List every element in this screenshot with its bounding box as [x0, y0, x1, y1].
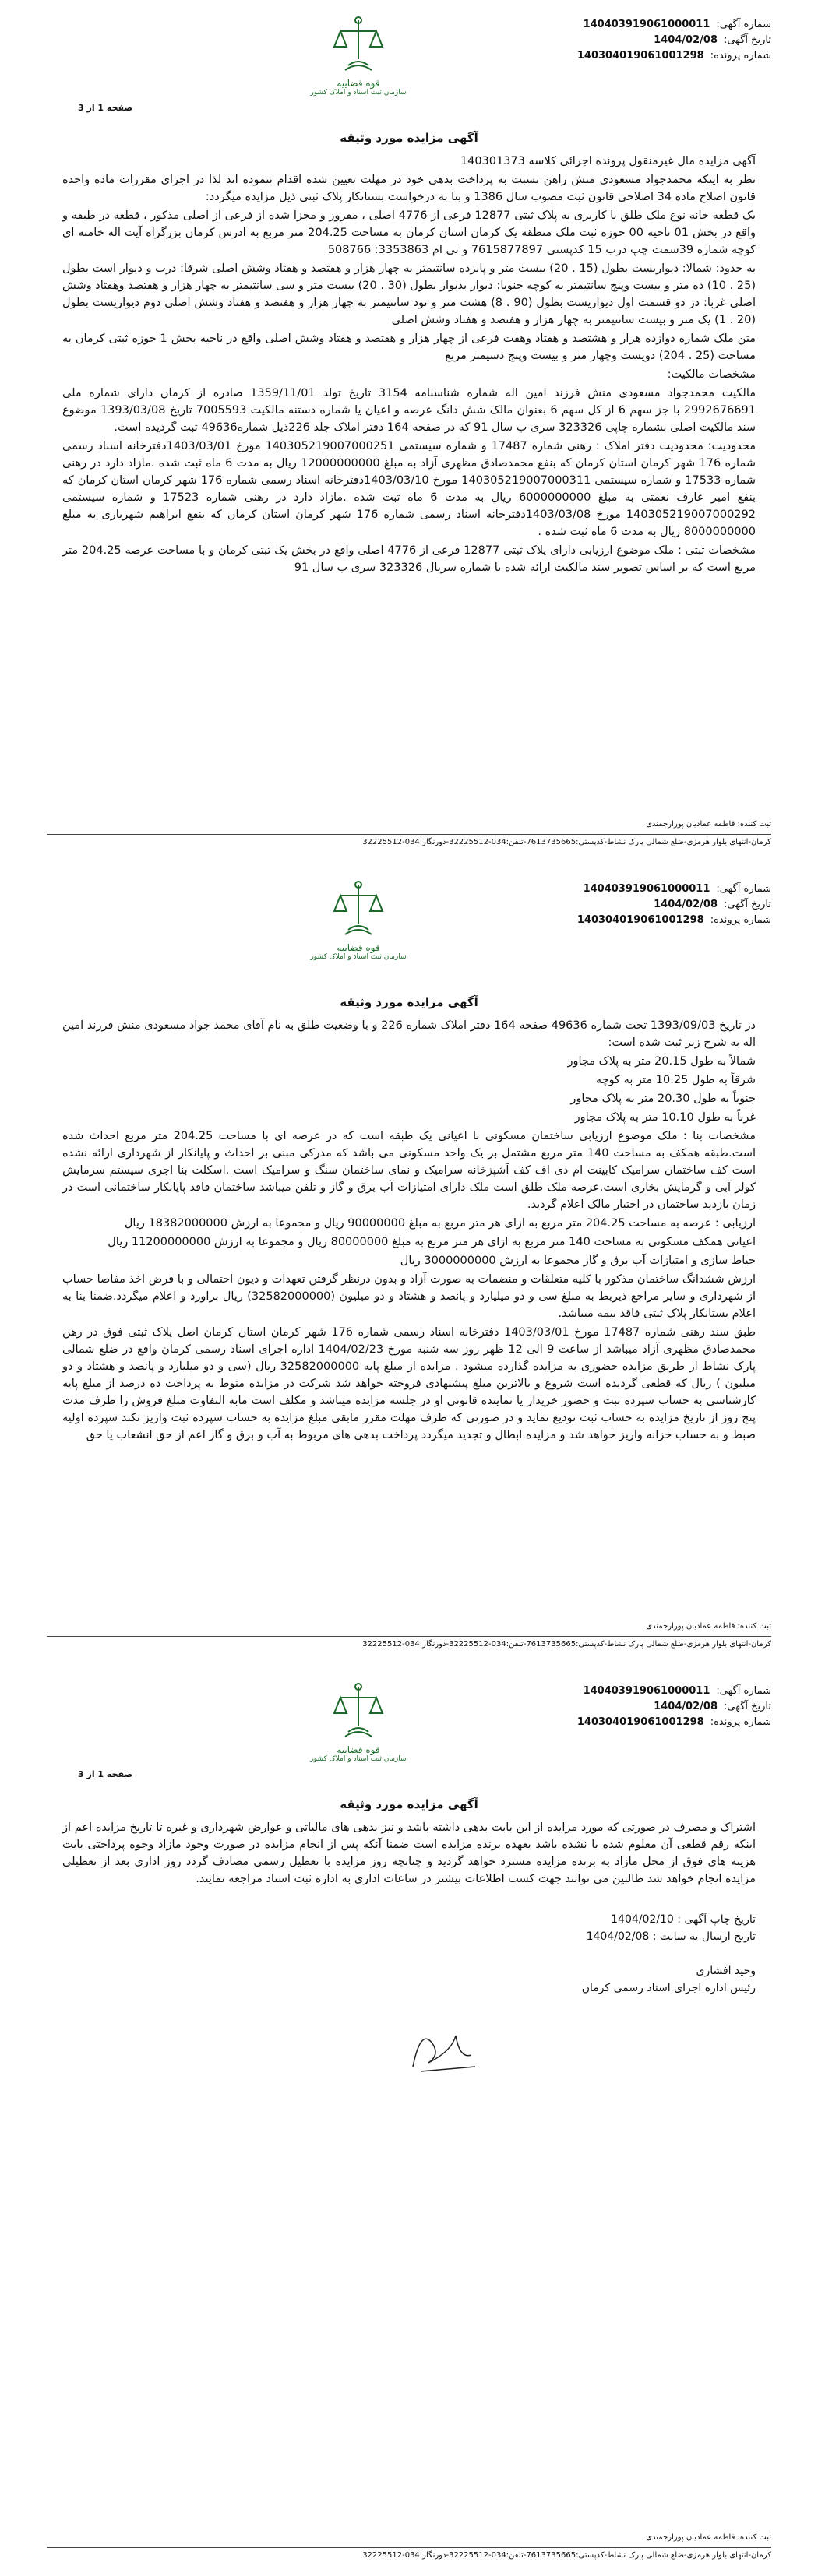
ad-date-label: تاریخ آگهی: [723, 34, 771, 46]
paragraph: نظر به اینکه محمدجواد مسعودی منش راهن نسبت به پرداخت بدهی خود در مهلت تعیین شده اقدام ننموده اند لذا در اجرای مقررات ماده واحده قانون اصلاح ماده 34 اصلاحی قانون ثبت مصوب سال 1386 و بنا به درخواست بستانکار پلاک ثبتی ذیل مزایده میگردد: [62, 174, 756, 203]
judiciary-emblem [304, 14, 413, 97]
ad-number: 140403919061000011 [583, 19, 710, 30]
paragraph: به حدود: شمالا: دیواریست بطول (15 . 20) بیست متر و پانزده سانتیمتر به چهار هزار و هفتصد و هفتاد وشش اصلی شرقا: درب و دیوار است بطول (25 . 10) ده متر و بیست وپنج سانتیمتر به کوچه جنوبا: دیوار بدیوار بطول (30 . 20) بیست متر و سی سانتیمتر به چهار هزار و هفتصد وهفتاد وشش اصلی غربا: در دو قسمت اول دیواریست بطول (90 . 8) هشت متر و نود سانتیمتر به چهار هزار و هفتصد و هفتاد وشش اصلی دوم دیواریست بطول (20 . 1) یک متر و بیست سانتیمتر به چهار هزار و هفتصد و هفتاد وشش اصلی [62, 262, 756, 326]
page-header [47, 0, 771, 125]
ad-date: 1404/02/08 [654, 1701, 718, 1712]
judiciary-emblem [304, 1680, 413, 1763]
file-number-label: شماره پرونده: [710, 914, 771, 926]
registrar-name: فاطمه عمادیان پورارجمندی [646, 2533, 735, 2542]
ad-number-label: شماره آگهی: [716, 1685, 771, 1697]
page-number: صفحه 1 از 3 [78, 103, 133, 113]
paragraph: محدودیت: محدودیت دفتر املاک : رهنی شماره 17487 و شماره سیستمی 140305219007000251 مورخ 1403/03/01دفترخانه اسناد رسمی شماره 176 شهر کرمان استان کرمان که بنفع محمدصادق مظهری آزاد به مبلغ 12000000000 ریال به مدت 6 ماه ثبت شده .مازاد دارد در رهنی شماره 17533 و شماره سیستمی 140305219007000311 مورخ 1403/03/10دفترخانه اسناد رسمی شماره 176 شهر کرمان استان کرمان که بنفع امیر عارف نعمتی به مبلغ 6000000000 ریال به مدت 6 ماه ثبت شده .مازاد دارد در رهنی شماره 17523 و شماره سیستمی 140305219007000292 مورخ 1403/03/08دفترخانه اسناد رسمی شماره 176 شهر کرمان استان کرمان که بنفع ابراهیم شهریاری به مبلغ 8000000000 ریال به مدت 6 ماه ثبت شده . [62, 440, 756, 538]
print-date: تاریخ چاپ آگهی : 1404/02/10 [611, 1913, 756, 1926]
page-title: آگهی مزایده مورد وثیقه [340, 131, 478, 145]
paragraph: غرباً به طول 10.10 متر به پلاک مجاور [574, 1111, 756, 1124]
paragraph: طبق سند رهنی شماره 17487 مورخ 1403/03/01 دفترخانه اسناد رسمی شماره 176 شهر کرمان استان کرمان اصل پلاک ثبتی فوق در رهن محمدصادق مظهری آزاد میباشد از ساعت 9 الی 12 ظهر روز سه شنبه مورخ 1404/02/23 اداره اجرای اسناد رسمی کرمان واقع در ضلع شمالی پارک نشاط از طریق مزایده حضوری به مزایده گذارده میشود . مزایده از مبلغ پایه 32582000000 ریال (سی و دو میلیارد و پانصد و هشتاد و دو میلیون ) ریال که قطعی گردیده است شروع و بالاترین مبلغ پیشنهادی فروخته خواهد شد شرکت در مزایده منوط به پرداخت ده درصد از مبلغ پایه کارشناسی به حساب سپرده ثبت و حضور خریدار یا نماینده قانونی او در جلسه مزایده میباشد و مکلف است مابه التفاوت مبلغ فروش را ظرف مدت پنج روز از تاریخ مزایده به حساب ثبت تودیع نماید و در صورتی که ظرف مهلت مقرر مابقی مبلغ مزایده به حساب سپرده ثبت واریز نکند سپرده اولیه ضبط و به حساب خزانه واریز خواهد شد و مزایده ابطال و تجدید میگردد پرداخت بدهی های مربوط به آب و برق و گاز اعم از حق انشعاب یا حق [62, 1326, 756, 1441]
ad-date: 1404/02/08 [654, 899, 718, 910]
registrar-label: ثبت کننده: [737, 820, 771, 829]
file-number-label: شماره پرونده: [710, 50, 771, 62]
page-footer [47, 1621, 771, 1651]
registrar-label: ثبت کننده: [737, 1622, 771, 1631]
registrar-name: فاطمه عمادیان پورارجمندی [646, 1622, 735, 1631]
signature-scribble-icon [397, 2020, 491, 2082]
paragraph: در تاریخ 1393/09/03 تحت شماره 49636 صفحه 164 دفتر املاک شماره 226 و با وضعیت طلق به نام آقای محمد جواد مسعودی منش فرزند امین اله به شرح زیر ثبت شده است: [62, 1019, 756, 1049]
scales-of-justice-icon [331, 878, 386, 941]
ad-number-label: شماره آگهی: [716, 883, 771, 895]
ad-number: 140403919061000011 [583, 883, 710, 895]
org-caption: سازمان ثبت اسناد و املاک کشور [310, 1755, 407, 1763]
ad-meta [428, 882, 771, 928]
emblem-caption: قوه قضاییه [337, 1744, 380, 1755]
paragraph: اعیانی همکف مسکونی به مساحت 140 متر مربع به ازای هر متر مربع به مبلغ 80000000 ریال و مجموعا به ارزش 11200000000 ریال [108, 1236, 756, 1248]
file-number: 140304019061001298 [576, 914, 704, 926]
paragraph: مشخصات ثبتی : ملک موضوع ارزیابی دارای پلاک ثبتی 12877 فرعی از 4776 اصلی واقع در بخش یک ثبتی کرمان و با مساحت عرصه 204.25 متر مربع است که بر اساس تصویر سند مالکیت ارائه شده با شماره سریال 323326 سری ب سال 91 [62, 544, 756, 574]
paragraph: ارزیابی : عرصه به مساحت 204.25 متر مربع به ازای هر متر مربع به مبلغ 90000000 ریال و مجموعا به ارزش 18382000000 ریال [124, 1217, 756, 1230]
ad-body [47, 153, 771, 576]
page-2 [47, 864, 771, 1651]
scales-of-justice-icon [331, 1680, 386, 1743]
paragraph: جنوباً به طول 20.30 متر به پلاک مجاور [570, 1093, 756, 1105]
ad-date-label: تاریخ آگهی: [723, 1701, 771, 1712]
ad-meta [428, 17, 771, 64]
ad-body [47, 1819, 771, 1888]
page-number: صفحه 1 از 3 [78, 1769, 133, 1779]
signature-block [47, 1911, 771, 1997]
page-header [47, 1666, 771, 1791]
footer-address: کرمان-انتهای بلوار هرمزی-ضلع شمالی پارک نشاط-کدپستی:7613735665-تلفن:034-32225512-دورنگار:034-32225512 [47, 834, 771, 849]
file-number: 140304019061001298 [576, 1716, 704, 1728]
page-3 [47, 1666, 771, 2562]
signer-name: وحید افشاری [696, 1965, 756, 1977]
ad-date: 1404/02/08 [654, 34, 718, 46]
ad-date-label: تاریخ آگهی: [723, 899, 771, 910]
emblem-caption: قوه قضاییه [337, 78, 380, 89]
handwritten-signature [47, 2020, 771, 2082]
org-caption: سازمان ثبت اسناد و املاک کشور [310, 89, 407, 97]
registrar-label: ثبت کننده: [737, 2533, 771, 2542]
footer-address: کرمان-انتهای بلوار هرمزی-ضلع شمالی پارک نشاط-کدپستی:7613735665-تلفن:034-32225512-دورنگار:034-32225512 [47, 1636, 771, 1651]
paragraph: آگهی مزایده مال غیرمنقول پرونده اجرائی کلاسه 140301373 [460, 155, 756, 167]
paragraph: یک قطعه خانه نوع ملک طلق با کاربری به پلاک ثبتی 12877 فرعی از 4776 اصلی ، مفروز و مجزا شده از فرعی از اصلی مذکور ، قطعه در طبقه و واقع در بخش 01 ناحیه 00 حوزه ثبت ملک منطقه یک کرمان استان کرمان به مساحت 204.25 متر مربع به ادرس کرمان بزرگراه آیت اله خامنه ای کوچه شماره 39سمت چپ درب 15 کدپستی 7615877897 و تی ام 3353863: 508766 [62, 209, 756, 256]
file-number: 140304019061001298 [576, 50, 704, 62]
footer-address: کرمان-انتهای بلوار هرمزی-ضلع شمالی پارک نشاط-کدپستی:7613735665-تلفن:034-32225512-دورنگار:034-32225512 [47, 2547, 771, 2562]
paragraph: ارزش ششدانگ ساختمان مذکور با کلیه متعلقات و منضمات به صورت آزاد و بدون درنظر گرفتن تعهدات و دیون احتمالی و با فرض اخذ مفاصا حساب از شهرداری و سایر مراجع ذیربط به مبلغ سی و دو میلیارد و پانصد و هشتاد و دو میلیون (32582000000) ریال براورد و اعلام میگردد.ضمنا بنا به اعلام بستانکار پلاک ثبتی فاقد بیمه میباشد. [62, 1273, 756, 1320]
paragraph: اشتراک و مصرف در صورتی که مورد مزایده از این بابت بدهی داشته باشد و نیز بدهی های مالیاتی و عوارض شهرداری و غیره تا تاریخ مزایده اعم از اینکه رقم قطعی آن معلوم شده یا نشده باشد بعهده برنده مزایده است ضمنا آنکه پس از انجام مزایده در صورت وجود مازاد وجوه پرداختی بابت هزینه های فوق از محل مازاد به برنده مزایده مسترد خواهد گردید و چنانچه روز مزایده با تعطیل رسمی مصادف گردد روز اداری بعد از تعطیلی مزایده انجام خواهد شد طالبین می توانند جهت کسب اطلاعات بیشتر در ساعات اداری به اداره ثبت اسناد مراجعه نمایند. [62, 1821, 756, 1885]
judiciary-emblem [304, 878, 413, 961]
scales-of-justice-icon [331, 14, 386, 76]
paragraph: مشخصات مالکیت: [667, 368, 756, 381]
page-footer [47, 2532, 771, 2562]
paragraph: شمالاً به طول 20.15 متر به پلاک مجاور [567, 1055, 756, 1068]
ad-meta [428, 1684, 771, 1730]
page-1 [47, 0, 771, 849]
paragraph: متن ملک شماره دوازده هزار و هشتصد و هفتاد وهفت فرعی از چهار هزار و هفتصد و هفتاد وشش اصلی واقع در ناحیه بخش 1 حوزه ثبتی کرمان به مساحت (25 . 204) دویست وچهار متر و بیست وپنج دسیمتر مربع [62, 333, 756, 362]
page-footer [47, 818, 771, 849]
ad-body [47, 1017, 771, 1444]
page-header [47, 864, 771, 989]
paragraph: مشخصات بنا : ملک موضوع ارزیابی ساختمان مسکونی با اعیانی یک طبقه است که در عرصه ای با مساحت 204.25 متر مربع احداث شده است.طبقه همکف به مساحت 140 متر مربع مشتمل بر یک واحد مسکونی می باشد که مدرکی مبنی بر احداث و پایانکار از شهرداری ارائه نشده است کف ساختمان سرامیک کابینت ام دی اف کف آشپزخانه سرامیک و نمای ساختمان سنگ و سرامیک است .اسکلت بنا اجری سیستم سرمایش کولر آبی و گرمایش بخاری است.عرصه ملک طلق است ملک دارای امتیازات آب برق و گاز و تلفن میباشد ساختمان فاقد پایانکار ساختمانی است در زمان بازدید ساختمان در اختیار مالک اعلام گردید. [62, 1130, 756, 1211]
ad-number-label: شماره آگهی: [716, 19, 771, 30]
registrar-name: فاطمه عمادیان پورارجمندی [646, 820, 735, 829]
ad-number: 140403919061000011 [583, 1685, 710, 1697]
org-caption: سازمان ثبت اسناد و املاک کشور [310, 953, 407, 961]
signer-title: رئیس اداره اجرای اسناد رسمی کرمان [581, 1982, 756, 1994]
emblem-caption: قوه قضاییه [337, 942, 380, 953]
page-title: آگهی مزایده مورد وثیقه [340, 995, 478, 1009]
page-title: آگهی مزایده مورد وثیقه [340, 1797, 478, 1811]
send-date: تاریخ ارسال به سایت : 1404/02/08 [586, 1930, 756, 1943]
paragraph: مالکیت محمدجواد مسعودی منش فرزند امین اله شماره شناسنامه 3154 تاریخ تولد 1359/11/01 صادره از کرمان دارای شماره ملی 2992676691 با جز سهم 6 از کل سهم 6 بعنوان مالک شش دانگ عرصه و اعیان یا شماره دستنه مالکیت 7005593 تاریخ 1393/03/08 موضوع سند مالکیت اصلی بشماره چاپی 323326 سری ب سال 91 که در صفحه 164 دفتر املاک جلد 226ذیل شماره49636 ثبت گردیده است. [62, 387, 756, 434]
paragraph: حیاط سازی و امتیازات آب برق و گاز مجموعا به ارزش 3000000000 ریال [400, 1255, 756, 1267]
paragraph: شرقاً به طول 10.25 متر به کوچه [595, 1074, 756, 1086]
file-number-label: شماره پرونده: [710, 1716, 771, 1728]
